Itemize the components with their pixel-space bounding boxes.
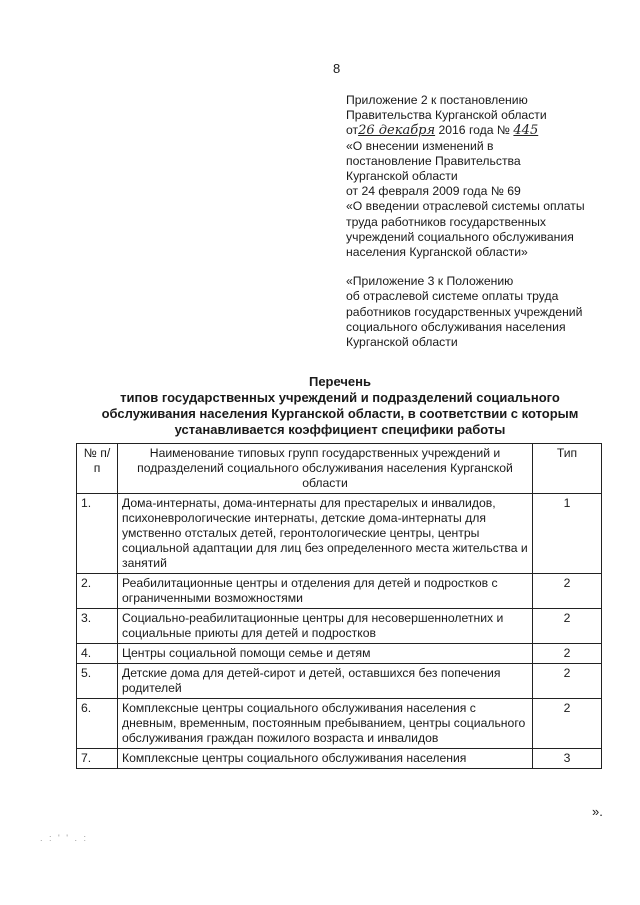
- appendix-line: Курганской области: [346, 169, 458, 184]
- appendix-line: населения Курганской области»: [346, 245, 528, 260]
- annex-line: Курганской области: [346, 335, 458, 350]
- appendix-date-line: [346, 123, 636, 138]
- page-number: 8: [333, 61, 341, 76]
- annex-line: «Приложение 3 к Положению: [346, 274, 514, 289]
- table-row: [77, 749, 602, 769]
- date-suffix: 2016 года №: [438, 123, 511, 138]
- appendix-line: «О введении отраслевой системы оплаты: [346, 199, 585, 214]
- row-type: 2: [533, 699, 602, 749]
- table-header-row: [77, 444, 602, 494]
- appendix-line: Приложение 2 к постановлению: [346, 93, 528, 107]
- appendix-line: труда работников государственных: [346, 214, 546, 229]
- row-num: 4.: [77, 644, 118, 664]
- title-line: устанавливается коэффициент специфики работы: [174, 422, 506, 437]
- header-num: № п/п: [77, 444, 118, 494]
- row-name: Комплексные центры социального обслуживания населения: [118, 749, 533, 769]
- closing-mark: ».: [592, 804, 603, 819]
- annex-line: об отраслевой системе оплаты труда: [346, 289, 559, 304]
- appendix-header: [346, 93, 636, 350]
- date-prefix: от: [346, 123, 359, 138]
- title-heading: Перечень: [308, 374, 372, 389]
- row-type: 2: [533, 574, 602, 609]
- appendix-line: постановление Правительства: [346, 153, 521, 168]
- table-row: [77, 664, 602, 699]
- row-type: 2: [533, 609, 602, 644]
- appendix-line: от 24 февраля 2009 года № 69: [346, 184, 521, 199]
- row-name: Социально-реабилитационные центры для несовершеннолетних и социальные приюты для детей и подростков: [118, 609, 533, 644]
- appendix-line: «О внесении изменений в: [346, 138, 494, 153]
- row-num: 5.: [77, 664, 118, 699]
- row-type: 3: [533, 749, 602, 769]
- appendix-line: учреждений социального обслуживания: [346, 229, 574, 244]
- table-row: [77, 494, 602, 574]
- title-line: типов государственных учреждений и подразделений социального: [120, 390, 560, 405]
- row-num: 3.: [77, 609, 118, 644]
- row-type: 1: [533, 494, 602, 574]
- title-line: обслуживания населения Курганской области, в соответствии с которым: [101, 406, 579, 421]
- row-num: 6.: [77, 699, 118, 749]
- table-row: [77, 574, 602, 609]
- row-name: Центры социальной помощи семье и детям: [118, 644, 533, 664]
- table-row: [77, 644, 602, 664]
- handwritten-number: 445: [513, 123, 539, 139]
- row-name: Комплексные центры социального обслуживания населения с дневным, временным, постоянным пребыванием, центры социального обслуживания граждан пожилого возраста и инвалидов: [118, 699, 533, 749]
- annex-line: социального обслуживания населения: [346, 319, 566, 334]
- institution-types-table: [76, 443, 602, 769]
- row-num: 2.: [77, 574, 118, 609]
- row-num: 7.: [77, 749, 118, 769]
- appendix-line: Правительства Курганской области: [346, 108, 547, 123]
- header-name: Наименование типовых групп государственных учреждений и подразделений социального обслуживания населения Курганской области: [118, 444, 533, 494]
- header-type: Тип: [533, 444, 602, 494]
- row-name: Дома-интернаты, дома-интернаты для престарелых и инвалидов, психоневрологические интернаты, детские дома-интернаты для умственно отсталых детей, геронтологические центры, центры социальной адаптации для лиц без определенного места жительства и занятий: [118, 494, 533, 574]
- row-name: Детские дома для детей-сирот и детей, оставшихся без попечения родителей: [118, 664, 533, 699]
- table-row: [77, 699, 602, 749]
- row-num: 1.: [77, 494, 118, 574]
- annex-line: работников государственных учреждений: [346, 304, 583, 319]
- scan-marks: . : ' ' . :: [40, 833, 88, 843]
- row-type: 2: [533, 664, 602, 699]
- row-name: Реабилитационные центры и отделения для детей и подростков с ограниченными возможностями: [118, 574, 533, 609]
- row-type: 2: [533, 644, 602, 664]
- table-row: [77, 609, 602, 644]
- document-title: [60, 374, 620, 438]
- handwritten-date: 26 декабря: [358, 123, 436, 139]
